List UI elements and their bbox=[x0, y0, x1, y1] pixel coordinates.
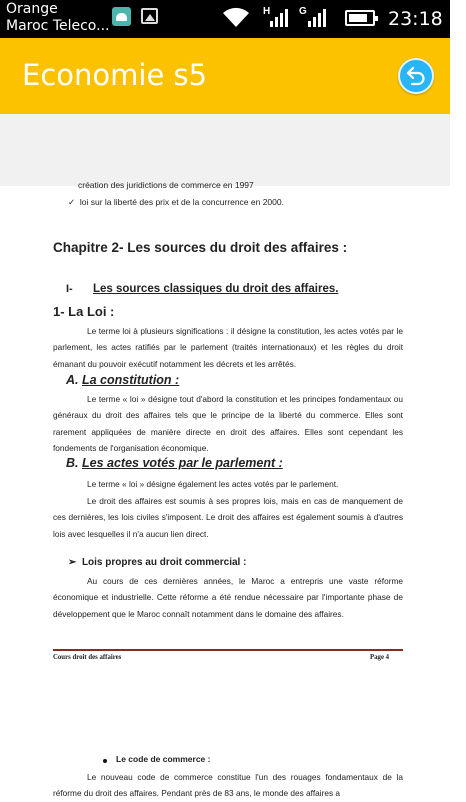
subheading-a bbox=[66, 373, 416, 387]
subheading-letter: B. bbox=[66, 456, 79, 470]
lois-paragraph: Au cours de ces dernières années, le Maroc a entrepris une vaste réforme économique et industrielle. Cette réforme a été rendue nécessaire par l'importante phase de développement que le Maroc connaît notamment dans le domaine des affaires. bbox=[53, 576, 403, 619]
signal-icon bbox=[300, 8, 326, 28]
android-icon bbox=[112, 7, 131, 26]
lois-heading: ➢ Lois propres au droit commercial : bbox=[68, 557, 247, 568]
parlement-paragraph-1: Le terme « loi » désigne également les actes votés par le parlement. bbox=[87, 479, 339, 489]
subheading-title: Les actes votés par le parlement : bbox=[81, 456, 283, 470]
chapter-title: Chapitre 2- Les sources du droit des affaires : bbox=[53, 240, 348, 255]
footer-rule bbox=[53, 649, 403, 651]
code-heading: Le code de commerce : bbox=[116, 754, 211, 764]
back-button[interactable] bbox=[398, 58, 434, 94]
network-type-h: H bbox=[263, 6, 271, 17]
app-bar bbox=[0, 38, 450, 114]
code-paragraph: Le nouveau code de commerce constitue l'un des rouages fondamentaux de la réforme du droit des affaires. Pendant près de 83 ans, le monde des affaires a bbox=[53, 772, 403, 799]
network-type-g: G bbox=[299, 6, 307, 17]
page-number: Page 4 bbox=[370, 654, 390, 661]
subheading-b bbox=[66, 456, 416, 470]
footer-course: Cours droit des affaires bbox=[53, 654, 122, 661]
checklist-text: loi sur la liberté des prix et de la concurrence en 2000. bbox=[79, 197, 284, 207]
parlement-paragraph-2: Le droit des affaires est soumis à ses propres lois, mais en cas de manquement de ces dernières, les lois civiles s'imposent. Le droit des affaires est également soumis à d'autres lois avec lesquelles il n'a aucun lien direct. bbox=[53, 496, 403, 539]
image-icon bbox=[141, 8, 158, 24]
constitution-paragraph: Le terme « loi » désigne tout d'abord la constitution et les principes fondamentaux ou généraux du droit des affaires tels que le principe de la liberté du commerce. Elles sont rarement appliquées de manière directe en droit des affaires. Elles sont cependant les fondements de l'organisation économique. bbox=[53, 394, 403, 453]
carrier-name: Orange bbox=[6, 1, 58, 17]
section-number: I- bbox=[66, 283, 73, 295]
cut-off-text: création des juridictions de commerce en 1997 bbox=[78, 180, 254, 190]
wifi-icon bbox=[222, 7, 250, 29]
loi-heading: 1- La Loi : bbox=[53, 304, 115, 319]
status-bar bbox=[0, 0, 450, 38]
carrier-subname: Maroc Teleco... bbox=[6, 18, 110, 34]
undo-arrow-icon bbox=[405, 65, 427, 87]
battery-icon bbox=[345, 10, 375, 26]
bullet-icon bbox=[103, 759, 107, 763]
document-viewer[interactable] bbox=[0, 180, 450, 800]
app-title: Economie s5 bbox=[22, 58, 208, 92]
subheading-letter: A. bbox=[66, 373, 79, 387]
subheading-title: La constitution : bbox=[81, 373, 180, 387]
loi-paragraph: Le terme loi à plusieurs significations : il désigne la constitution, les actes votés par le parlement, les actes ratifiés par le parlement (traités internationaux) et les règles du droit émanant du pouvoir exécutif notamment les décrets et les arrêtés. bbox=[53, 326, 403, 369]
toolbar-spacer bbox=[0, 114, 450, 186]
clock: 23:18 bbox=[388, 8, 443, 30]
checklist-item: ✓ loi sur la liberté des prix et de la concurrence en 2000. bbox=[68, 197, 284, 207]
section-title: Les sources classiques du droit des affaires. bbox=[93, 283, 339, 295]
signal-icon bbox=[262, 8, 288, 28]
